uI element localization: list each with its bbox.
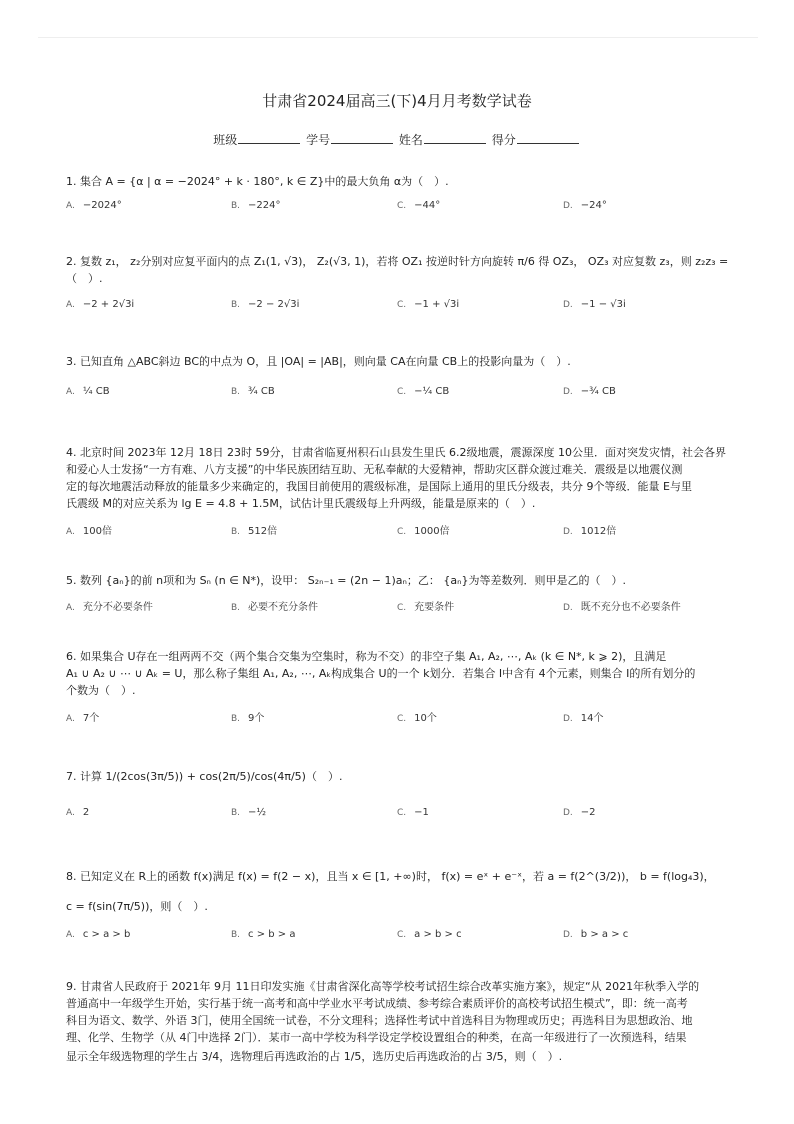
option-d[interactable]: D. b > a > c — [563, 929, 629, 940]
question-line: 理、化学、生物学（从 4门中选择 2门）．某市一高中学校为科学设定学校设置组合的种类，在高一年级进行了一次预选科，结果 — [66, 1031, 687, 1044]
question-9 — [66, 978, 734, 1065]
option-a[interactable]: A. 7个 — [66, 713, 100, 724]
option-c[interactable]: C. a > b > c — [397, 929, 462, 940]
question-line: A₁ ∪ A₂ ∪ ⋯ ∪ Aₖ = U，那么称子集组 A₁, A₂, ⋯, Aₖ构成集合 U的一个 k划分．若集合 I中含有 4个元素，则集合 I的所有划分的 — [66, 667, 696, 680]
name-blank[interactable] — [424, 133, 486, 144]
question-line: 7. 计算 1/(2cos(3π/5)) + cos(2π/5)/cos(4π/5)（ ）. — [66, 770, 343, 783]
option-a[interactable]: A. ¼ CB — [66, 386, 110, 397]
question-7-options — [66, 807, 734, 823]
name-label: 姓名 — [398, 133, 423, 147]
option-c[interactable]: C. −1 — [397, 807, 429, 818]
question-line: c = f(sin(7π/5))，则（ ）. — [66, 900, 208, 913]
option-c[interactable]: C. 充要条件 — [397, 602, 455, 613]
option-c[interactable]: C. −44° — [397, 200, 441, 211]
option-b[interactable]: B. 必要不充分条件 — [231, 602, 319, 613]
question-line: 氏震级 M的对应关系为 lg E = 4.8 + 1.5M，试估计里氏震级每上升两级，能量是原来的（ ）. — [66, 497, 536, 510]
option-d[interactable]: D. 14个 — [563, 713, 604, 724]
option-a[interactable]: A. −2024° — [66, 200, 122, 211]
option-a[interactable]: A. c > a > b — [66, 929, 131, 940]
question-line: 定的每次地震活动释放的能量多少来确定的，我国目前使用的震级标准，是国际上通用的里氏分级表，共分 9个等级．能量 E与里 — [66, 480, 692, 493]
score-label: 得分 — [491, 133, 516, 147]
option-a[interactable]: A. 充分不必要条件 — [66, 602, 153, 613]
student-id-label: 学号 — [306, 133, 331, 147]
question-2-options — [66, 299, 734, 315]
question-3 — [66, 353, 734, 370]
option-a[interactable]: A. 100倍 — [66, 526, 112, 537]
question-6-options — [66, 709, 734, 725]
question-line: 3. 已知直角 △ABC斜边 BC的中点为 O，且 |OA| = |AB|，则向量 CA在向量 CB上的投影向量为（ ）. — [66, 355, 571, 368]
option-b[interactable]: B. −½ — [231, 807, 267, 818]
question-7 — [66, 768, 734, 785]
option-b[interactable]: B. 512倍 — [231, 526, 278, 537]
question-5-options — [66, 598, 734, 614]
option-c[interactable]: C. 10个 — [397, 713, 437, 724]
question-1-options — [66, 200, 734, 216]
option-d[interactable]: D. 既不充分也不必要条件 — [563, 602, 681, 613]
option-c[interactable]: C. −¼ CB — [397, 386, 450, 397]
class-label: 班级 — [213, 133, 238, 147]
question-line: 5. 数列 {aₙ}的前 n项和为 Sₙ (n ∈ N*)，设甲： S₂ₙ₋₁ = (2n − 1)aₙ；乙： {aₙ}为等差数列．则甲是乙的（ ）. — [66, 574, 626, 587]
option-b[interactable]: B. 9个 — [231, 713, 265, 724]
question-6 — [66, 648, 734, 699]
option-b[interactable]: B. ¾ CB — [231, 386, 275, 397]
question-1 — [66, 173, 734, 190]
option-c[interactable]: C. −1 + √3i — [397, 299, 460, 310]
option-d[interactable]: D. −2 — [563, 807, 596, 818]
question-line: 普通高中一年级学生开始，实行基于统一高考和高中学业水平考试成绩、参考综合素质评价的高校考试招生模式”，即：统一高考 — [66, 997, 688, 1010]
student-id-blank[interactable] — [331, 133, 393, 144]
score-blank[interactable] — [517, 133, 579, 144]
question-8-options — [66, 929, 734, 945]
option-a[interactable]: A. −2 + 2√3i — [66, 299, 135, 310]
question-3-options — [66, 386, 734, 402]
question-line: 个数为（ ）. — [66, 684, 136, 697]
student-info-row — [0, 131, 794, 148]
exam-title: 甘肃省2024届高三(下)4月月考数学试卷 — [262, 92, 532, 110]
option-b[interactable]: B. c > b > a — [231, 929, 296, 940]
option-d[interactable]: D. −24° — [563, 200, 607, 211]
question-line: 6. 如果集合 U存在一组两两不交（两个集合交集为空集时，称为不交）的非空子集 A₁, A₂, ⋯, Aₖ (k ∈ N*, k ⩾ 2)，且满足 — [66, 650, 667, 663]
question-line: 1. 集合 A = {α | α = −2024° + k · 180°, k ∈ Z}中的最大负角 α为（ ）. — [66, 175, 449, 188]
question-line: （ ）. — [66, 272, 103, 285]
option-d[interactable]: D. −¾ CB — [563, 386, 616, 397]
option-b[interactable]: B. −224° — [231, 200, 281, 211]
question-line: 2. 复数 z₁， z₂分别对应复平面内的点 Z₁(1, √3)， Z₂(√3, 1)，若将 OZ₁ 按逆时针方向旋转 π/6 得 OZ₃， OZ₃ 对应复数 z₃，则 z₂z₃ = — [66, 255, 729, 268]
question-line: 和爱心人士发扬“一方有难、八方支援”的中华民族团结互助、无私奉献的大爱精神，帮助灾区群众渡过难关．震级是以地震仪测 — [66, 463, 683, 476]
class-blank[interactable] — [238, 133, 300, 144]
question-4-options — [66, 522, 734, 538]
option-b[interactable]: B. −2 − 2√3i — [231, 299, 300, 310]
question-line: 显示全年级选物理的学生占 3/4，选物理后再选政治的占 1/5，选历史后再选政治的占 3/5，则（ ）. — [66, 1050, 563, 1063]
question-line: 4. 北京时间 2023年 12月 18日 23时 59分，甘肃省临夏州积石山县发生里氏 6.2级地震，震源深度 10公里．面对突发灾情，社会各界 — [66, 446, 726, 459]
question-line: 9. 甘肃省人民政府于 2021年 9月 11日印发实施《甘肃省深化高等学校考试招生综合改革实施方案》，规定“从 2021年秋季入学的 — [66, 980, 700, 993]
option-d[interactable]: D. −1 − √3i — [563, 299, 626, 310]
question-line: 科目为语文、数学、外语 3门，使用全国统一试卷，不分文理科；选择性考试中首选科目为物理或历史；再选科目为思想政治、地 — [66, 1014, 693, 1027]
question-5 — [66, 572, 734, 589]
question-line: 8. 已知定义在 R上的函数 f(x)满足 f(x) = f(2 − x)，且当 x ∈ [1, +∞)时， f(x) = eˣ + e⁻ˣ，若 a = f(2^(3/2))， b = f(log₄3)， — [66, 870, 715, 883]
question-4 — [66, 444, 734, 512]
option-d[interactable]: D. 1012倍 — [563, 526, 617, 537]
option-c[interactable]: C. 1000倍 — [397, 526, 450, 537]
option-a[interactable]: A. 2 — [66, 807, 90, 818]
header-divider — [38, 37, 758, 38]
question-2 — [66, 253, 734, 287]
question-8 — [66, 868, 734, 915]
